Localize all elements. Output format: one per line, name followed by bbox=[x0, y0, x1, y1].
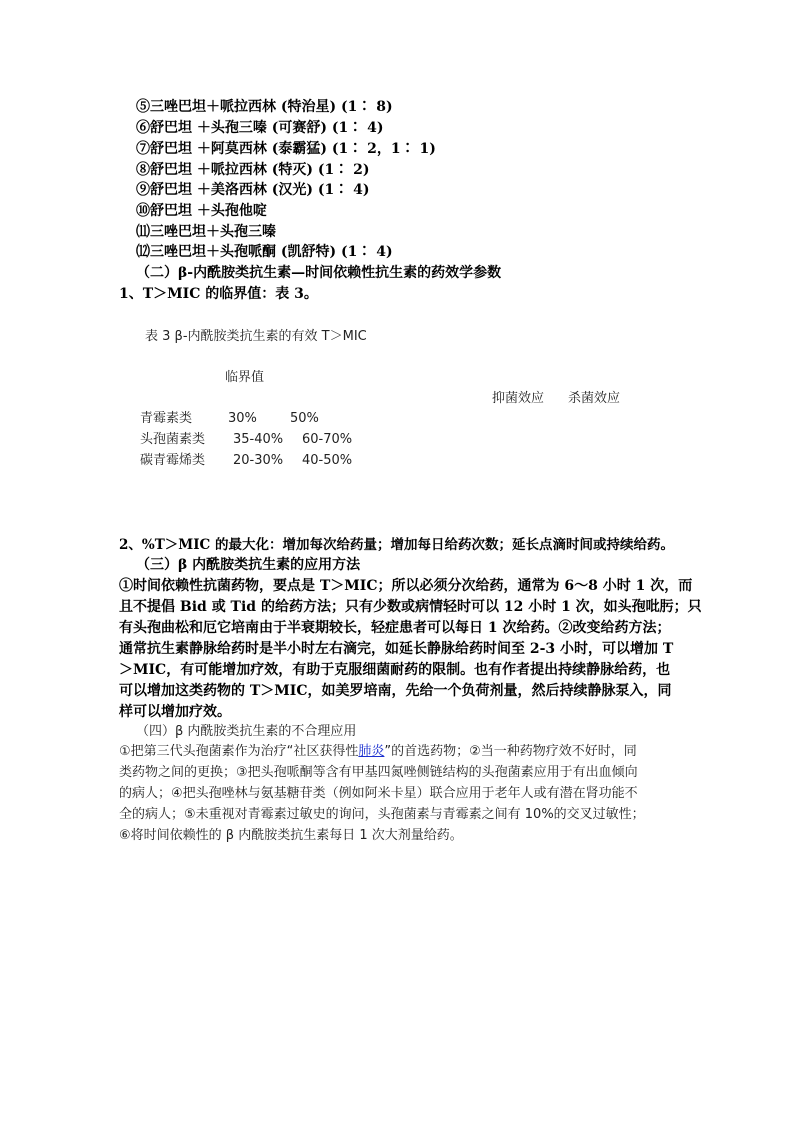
table-row-inhibit: 20-30% bbox=[233, 453, 284, 468]
section3-paragraph-line: 样可以增加疗效。 bbox=[119, 704, 231, 720]
table-row-name: 头孢菌素类 bbox=[140, 432, 206, 447]
section4-paragraph-line bbox=[119, 742, 637, 762]
section4-paragraph-line: 的病人；④把头孢唑林与氨基糖苷类（例如阿米卡星）联合应用于老年人或有潜在肾功能不 bbox=[119, 786, 638, 801]
table-row-kill: 40-50% bbox=[302, 453, 353, 468]
section3-heading: （三）β 内酰胺类抗生素的应用方法 bbox=[136, 557, 361, 573]
combo-item: ⑨舒巴坦 ＋美洛西林 (汉光) (1∶ 4) bbox=[136, 182, 370, 198]
combo-item: ⑿三唑巴坦＋头孢哌酮 (凯舒特) (1∶ 4) bbox=[136, 244, 393, 260]
table-row-kill: 60-70% bbox=[302, 432, 353, 447]
section4-text-post: ”的首选药物；②当一种药物疗效不好时，同 bbox=[384, 744, 637, 759]
table-row-name: 碳青霉烯类 bbox=[140, 453, 206, 468]
section3-paragraph-line: 通常抗生素静脉给药时是半小时左右滴完，如延长静脉给药时间至 2-3 小时，可以增加 T bbox=[119, 641, 674, 657]
section4-text-pre: ①把第三代头孢菌素作为治疗“社区获得性 bbox=[119, 744, 359, 759]
section4-paragraph-line: 类药物之间的更换；③把头孢哌酮等含有甲基四氮唑侧链结构的头孢菌素应用于有出血倾向 bbox=[119, 765, 638, 780]
section2-heading: （二）β-内酰胺类抗生素—时间依赖性抗生素的药效学参数 bbox=[136, 265, 502, 281]
table-row-name: 青霉素类 bbox=[140, 411, 193, 426]
section4-heading: （四）β 内酰胺类抗生素的不合理应用 bbox=[136, 724, 357, 739]
table-col-inhibit: 抑菌效应 bbox=[492, 391, 545, 406]
item2-text: 2、%T＞MIC 的最大化：增加每次给药量；增加每日给药次数；延长点滴时间或持续给药。 bbox=[119, 537, 674, 553]
combo-item: ⑦舒巴坦 ＋阿莫西林 (泰霸猛) (1∶ 2，1∶ 1) bbox=[136, 141, 436, 157]
table-row-inhibit: 30% bbox=[228, 411, 257, 426]
combo-item: ⑤三唑巴坦＋哌拉西林 (特治星) (1∶ 8) bbox=[136, 99, 393, 115]
combo-item: ⑥舒巴坦 ＋头孢三嗪 (可赛舒) (1∶ 4) bbox=[136, 120, 384, 136]
combo-item: ⑧舒巴坦 ＋哌拉西林 (特灭) (1∶ 2) bbox=[136, 162, 370, 178]
section3-paragraph-line: ①时间依赖性抗菌药物，要点是 T＞MIC；所以必须分次给药，通常为 6～8 小时 1 次，而 bbox=[119, 578, 693, 594]
section3-paragraph-line: 可以增加这类药物的 T＞MIC，如美罗培南，先给一个负荷剂量，然后持续静脉泵入，同 bbox=[119, 683, 672, 699]
table-row-inhibit: 35-40% bbox=[233, 432, 284, 447]
table-critical-label: 临界值 bbox=[225, 370, 265, 385]
table-col-kill: 杀菌效应 bbox=[568, 391, 621, 406]
section3-paragraph-line: 且不提倡 Bid 或 Tid 的给药方法；只有少数或病情轻时可以 12 小时 1 次，如头孢吡肟；只 bbox=[119, 599, 702, 615]
table-caption: 表 3 β-内酰胺类抗生素的有效 T＞MIC bbox=[145, 329, 367, 344]
section3-paragraph-line: 有头孢曲松和厄它培南由于半衰期较长，轻症患者可以每日 1 次给药。②改变给药方法； bbox=[119, 620, 671, 636]
section4-paragraph-line: ⑥将时间依赖性的 β 内酰胺类抗生素每日 1 次大剂量给药。 bbox=[119, 828, 463, 843]
section4-paragraph-line: 全的病人；⑤未重视对青霉素过敏史的询问，头孢菌素与青霉素之间有 10%的交叉过敏性； bbox=[119, 807, 645, 822]
item1-text: 1、T＞MIC 的临界值：表 3。 bbox=[119, 286, 318, 302]
combo-item: ⑩舒巴坦 ＋头孢他啶 bbox=[136, 203, 267, 219]
combo-item: ⑾三唑巴坦＋头孢三嗪 bbox=[136, 224, 276, 240]
table-row-kill: 50% bbox=[290, 411, 319, 426]
pneumonia-link[interactable]: 肺炎 bbox=[358, 744, 385, 759]
section3-paragraph-line: ＞MIC，有可能增加疗效，有助于克服细菌耐药的限制。也有作者提出持续静脉给药，也 bbox=[119, 662, 671, 678]
